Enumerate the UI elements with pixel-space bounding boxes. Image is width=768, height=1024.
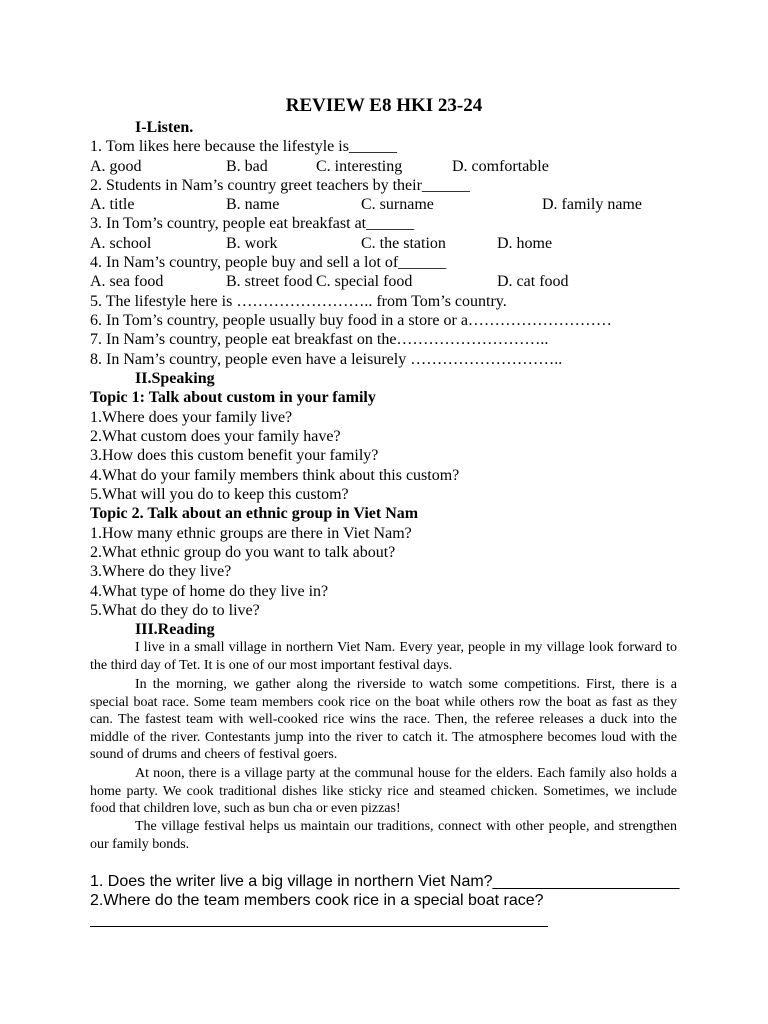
topic2-question: 4.What type of home do they live in? <box>90 583 329 600</box>
title-text: REVIEW E8 HKI 23-24 <box>285 95 483 116</box>
reading-paragraph: At noon, there is a village party at the communal house for the elders. Each family also holds a home party. We cook traditional dishes like sticky rice and steamed chicken. Sometimes, we include food that children love, such as bun cha or even pizzas! <box>90 766 677 816</box>
reading-question: 2.Where do the team members cook rice in a special boat race? <box>90 892 544 909</box>
reading-paragraph: The village festival helps us maintain our traditions, connect with other people, and strengthen our family bonds. <box>90 819 677 852</box>
topic1-title: Topic 1: Talk about custom in your family <box>90 389 376 406</box>
answer-line <box>90 926 548 927</box>
option: B. street food <box>226 273 313 290</box>
topic2-title: Topic 2. Talk about an ethnic group in Viet Nam <box>90 505 419 522</box>
fill-question: 6. In Tom’s country, people usually buy food in a store or a……………………… <box>90 312 612 329</box>
fill-question: 5. The lifestyle here is …………………….. from Tom’s country. <box>90 293 507 310</box>
topic1-question: 5.What will you do to keep this custom? <box>90 486 349 503</box>
listen-heading: I-Listen. <box>135 119 194 136</box>
reading-paragraph: In the morning, we gather along the riverside to watch some competitions. First, there is a special boat race. Some team members cook rice on the boat while others row the boat as fast as they can. The fastest team with well-cooked rice wins the race. Then, the referee releases a duck into the middle of the river. Contestants jump into the river to catch it. The atmosphere becomes loud with the sound of drums and cheers of festival goers. <box>90 677 677 762</box>
topic1-question: 3.How does this custom benefit your family? <box>90 447 379 464</box>
option: D. family name <box>542 196 642 213</box>
fill-question: 8. In Nam’s country, people even have a leisurely ……………………….. <box>90 351 563 368</box>
topic2-question: 1.How many ethnic groups are there in Viet Nam? <box>90 525 412 542</box>
topic1-question: 2.What custom does your family have? <box>90 428 341 445</box>
option: C. special food <box>316 273 413 290</box>
topic1-question: 1.Where does your family live? <box>90 409 293 426</box>
topic1-question: 4.What do your family members think about this custom? <box>90 467 460 484</box>
option: A. sea food <box>90 273 164 290</box>
option: A. good <box>90 158 142 175</box>
option: A. title <box>90 196 135 213</box>
option: A. school <box>90 235 152 252</box>
option: D. comfortable <box>452 158 549 175</box>
question-stem: 1. Tom likes here because the lifestyle is______ <box>90 138 397 155</box>
reading-heading: III.Reading <box>135 621 215 638</box>
reading-paragraph: I live in a small village in northern Viet Nam. Every year, people in my village look forward to the third day of Tet. It is one of our most important festival days. <box>90 640 677 673</box>
question-stem: 2. Students in Nam’s country greet teachers by their______ <box>90 177 470 194</box>
question-stem: 3. In Tom’s country, people eat breakfast at______ <box>90 215 415 232</box>
option: C. surname <box>361 196 434 213</box>
page-title <box>0 95 768 117</box>
option: B. name <box>226 196 280 213</box>
option: B. work <box>226 235 278 252</box>
topic2-question: 2.What ethnic group do you want to talk about? <box>90 544 396 561</box>
option: C. the station <box>361 235 446 252</box>
topic2-question: 3.Where do they live? <box>90 563 232 580</box>
question-stem: 4. In Nam’s country, people buy and sell a lot of______ <box>90 254 447 271</box>
topic2-question: 5.What do they do to live? <box>90 602 260 619</box>
option: D. cat food <box>497 273 569 290</box>
fill-question: 7. In Nam’s country, people eat breakfast on the……………………….. <box>90 331 549 348</box>
option: D. home <box>497 235 553 252</box>
speaking-heading: II.Speaking <box>135 370 215 387</box>
option: C. interesting <box>316 158 403 175</box>
option: B. bad <box>226 158 268 175</box>
reading-question: 1. Does the writer live a big village in northern Viet Nam?_____________________ <box>90 873 680 890</box>
